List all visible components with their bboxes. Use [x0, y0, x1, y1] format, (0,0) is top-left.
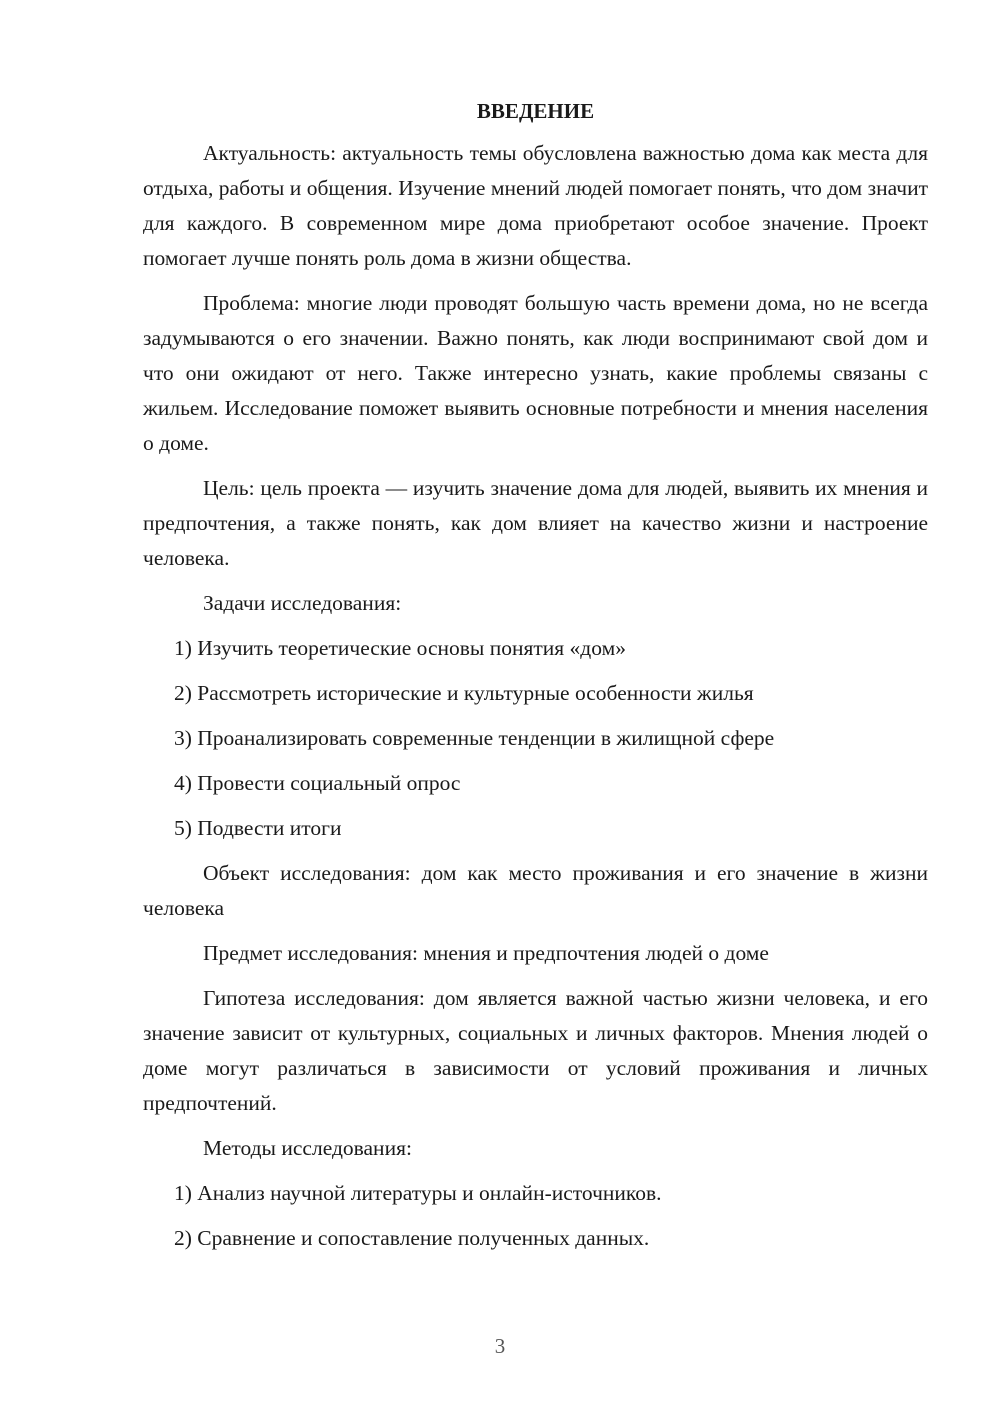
methods-label: Методы исследования:	[203, 1136, 412, 1160]
document-page	[143, 96, 928, 1266]
list-item: 2) Сравнение и сопоставление полученных данных.	[174, 1226, 650, 1250]
object-paragraph: Объект исследования: дом как место проживания и его значение в жизни человека	[143, 861, 928, 920]
problem-paragraph: Проблема: многие люди проводят большую часть времени дома, но не всегда задумываются о его значении. Важно понять, как люди воспринимают свой дом и что они ожидают от него. Также интересно узнать, какие проблемы связаны с жильем. Исследование поможет выявить основные потребности и мнения населения о доме.	[143, 291, 928, 455]
hypothesis-paragraph: Гипотеза исследования: дом является важной частью жизни человека, и его значение зависит от культурных, социальных и личных факторов. Мнения людей о доме могут различаться в зависимости от условий проживания и личных предпочтений.	[143, 986, 928, 1115]
methods-list	[143, 1176, 928, 1256]
subject-paragraph: Предмет исследования: мнения и предпочтения людей о доме	[203, 941, 769, 965]
list-item: 3) Проанализировать современные тенденции в жилищной сфере	[174, 726, 775, 750]
page-heading: ВВЕДЕНИЕ	[476, 99, 595, 123]
list-item: 4) Провести социальный опрос	[174, 771, 461, 795]
tasks-list	[143, 631, 928, 846]
page-number: 3	[494, 1334, 506, 1358]
goal-paragraph: Цель: цель проекта — изучить значение дома для людей, выявить их мнения и предпочтения, а также понять, как дом влияет на качество жизни и настроение человека.	[143, 476, 928, 570]
list-item: 5) Подвести итоги	[174, 816, 342, 840]
relevance-paragraph: Актуальность: актуальность темы обусловлена важностью дома как места для отдыха, работы и общения. Изучение мнений людей помогает понять, что дом значит для каждого. В современном мире дома приобретают особое значение. Проект помогает лучше понять роль дома в жизни общества.	[143, 141, 928, 270]
list-item: 1) Изучить теоретические основы понятия «дом»	[174, 636, 626, 660]
tasks-label: Задачи исследования:	[203, 591, 402, 615]
list-item: 2) Рассмотреть исторические и культурные особенности жилья	[174, 681, 754, 705]
list-item: 1) Анализ научной литературы и онлайн-источников.	[174, 1181, 662, 1205]
